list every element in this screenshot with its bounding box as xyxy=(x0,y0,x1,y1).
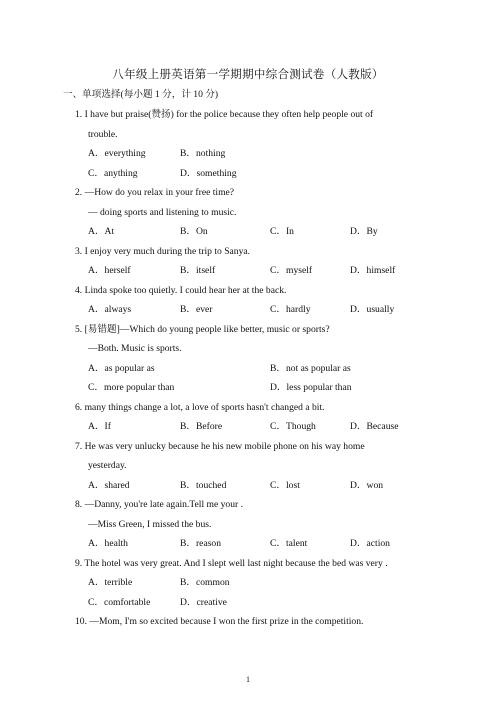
question-2-option-b[interactable]: B．On xyxy=(180,226,208,237)
question-9-option-a[interactable]: A．terrible xyxy=(88,577,133,588)
section-heading: 一、单项选择(每小题 1 分，计 10 分) xyxy=(63,89,219,100)
question-1-line-2: trouble. xyxy=(88,129,118,140)
question-2-option-d[interactable]: D．By xyxy=(350,226,378,237)
question-4-option-a[interactable]: A．always xyxy=(88,304,132,315)
question-8-option-c[interactable]: C．talent xyxy=(270,538,308,549)
question-2-line-1: 2. —How do you relax in your free time? xyxy=(75,187,235,198)
question-4-option-d[interactable]: D．usually xyxy=(350,304,395,315)
question-5-line-2: —Both. Music is sports. xyxy=(88,343,182,354)
question-4-option-c[interactable]: C．hardly xyxy=(270,304,311,315)
question-6-option-b[interactable]: B．Before xyxy=(180,421,223,432)
question-7-option-a[interactable]: A．shared xyxy=(88,480,130,491)
question-9-option-b[interactable]: B．common xyxy=(180,577,230,588)
question-7-line-2: yesterday. xyxy=(88,460,127,471)
question-9-option-c[interactable]: C．comfortable xyxy=(88,597,151,608)
question-3-option-c[interactable]: C．myself xyxy=(270,265,313,276)
question-2-line-2: — doing sports and listening to music. xyxy=(88,207,237,218)
question-7-option-c[interactable]: C．lost xyxy=(270,480,300,491)
question-6-option-a[interactable]: A．If xyxy=(88,421,111,432)
question-1-option-d[interactable]: D．something xyxy=(180,168,237,179)
question-8-option-d[interactable]: D．action xyxy=(350,538,390,549)
question-2-option-a[interactable]: A．At xyxy=(88,226,115,237)
question-10-line-1: 10. —Mom, I'm so excited because I won the first prize in the competition. xyxy=(75,616,364,627)
question-3-option-d[interactable]: D．himself xyxy=(350,265,396,276)
question-8-line-2: —Miss Green, I missed the bus. xyxy=(88,519,212,530)
question-5-line-1: 5. [易错题]—Which do young people like better, music or sports? xyxy=(75,324,330,335)
question-9-option-d[interactable]: D．creative xyxy=(180,597,227,608)
question-7-line-1: 7. He was very unlucky because he his new mobile phone on his way home xyxy=(75,441,365,452)
question-3-option-a[interactable]: A．herself xyxy=(88,265,131,276)
question-3-line-1: 3. I enjoy very much during the trip to Sanya. xyxy=(75,246,251,257)
question-5-option-a[interactable]: A．as popular as xyxy=(88,363,155,374)
question-9-line-1: 9. The hotel was very great. And I slept well last night because the bed was very . xyxy=(75,558,388,569)
question-4-option-b[interactable]: B．ever xyxy=(180,304,213,315)
page-title: 八年级上册英语第一学期期中综合测试卷（人教版） xyxy=(112,69,384,81)
question-7-option-d[interactable]: D．won xyxy=(350,480,384,491)
question-2-option-c[interactable]: C．In xyxy=(270,226,294,237)
question-1-option-b[interactable]: B．nothing xyxy=(180,148,226,159)
question-5-option-d[interactable]: D．less popular than xyxy=(270,382,352,393)
question-5-option-c[interactable]: C．more popular than xyxy=(88,382,175,393)
question-6-line-1: 6. many things change a lot, a love of sports hasn't changed a bit. xyxy=(75,402,325,413)
page-number: 1 xyxy=(246,675,250,684)
question-4-line-1: 4. Linda spoke too quietly. I could hear her at the back. xyxy=(75,285,287,296)
question-8-line-1: 8. —Danny, you're late again.Tell me your . xyxy=(75,499,244,510)
question-1-line-1: 1. I have but praise(赞扬) for the police because they often help people out of xyxy=(75,109,374,120)
question-3-option-b[interactable]: B．itself xyxy=(180,265,216,276)
question-6-option-d[interactable]: D．Because xyxy=(350,421,399,432)
question-8-option-b[interactable]: B．reason xyxy=(180,538,222,549)
question-6-option-c[interactable]: C．Though xyxy=(270,421,316,432)
question-5-option-b[interactable]: B．not as popular as xyxy=(270,363,351,374)
question-7-option-b[interactable]: B．touched xyxy=(180,480,227,491)
question-1-option-c[interactable]: C．anything xyxy=(88,168,138,179)
question-8-option-a[interactable]: A．health xyxy=(88,538,128,549)
question-1-option-a[interactable]: A．everything xyxy=(88,148,146,159)
